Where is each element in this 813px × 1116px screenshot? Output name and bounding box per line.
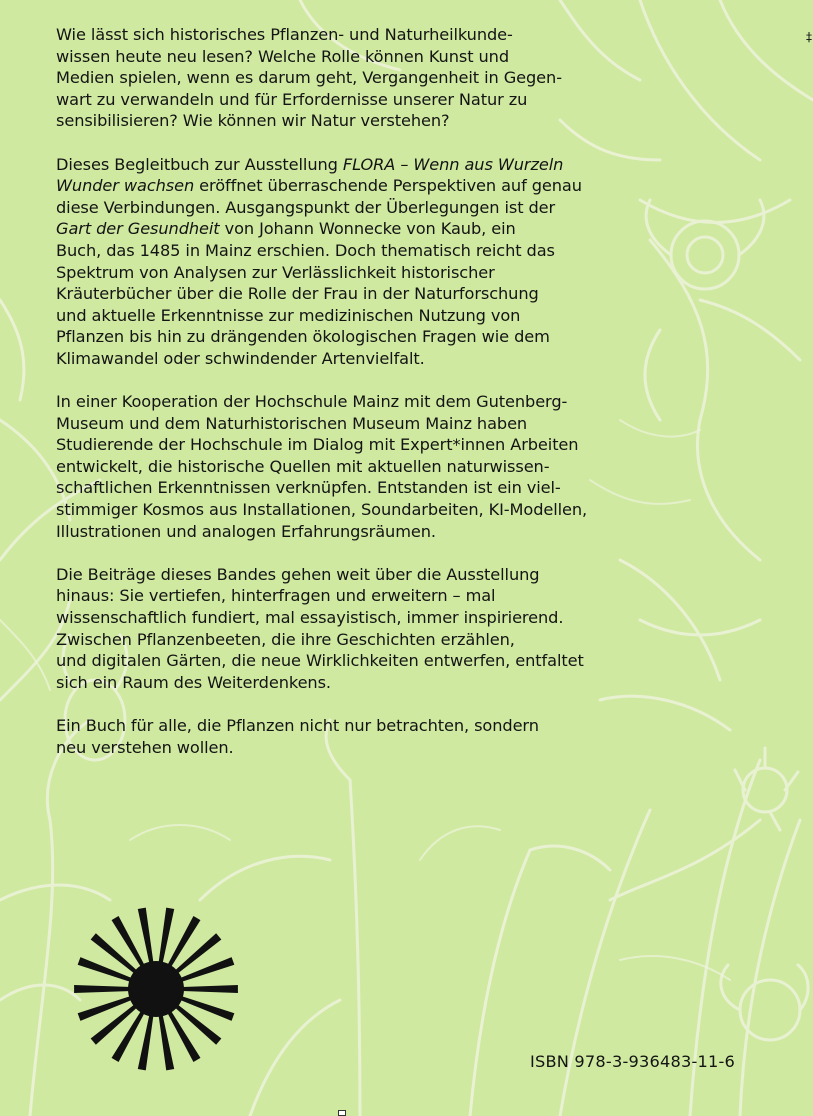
- text-line: Ein Buch für alle, die Pflanzen nicht nur betrachten, sondern: [56, 716, 539, 735]
- text-line: wissenschaftlich fundiert, mal essayistisch, immer inspirierend.: [56, 608, 564, 628]
- text-line: Illustrationen und analogen Erfahrungsräumen.: [56, 521, 436, 541]
- text-line: wissen heute neu lesen? Welche Rolle können Kunst und: [56, 46, 509, 66]
- paragraph-closing: [56, 715, 616, 758]
- text-line: Wie lässt sich historisches Pflanzen- und Naturheilkunde-: [56, 25, 513, 44]
- paragraph-contributions: [56, 564, 616, 694]
- text-line: neu verstehen wollen.: [56, 737, 234, 757]
- text-line: In einer Kooperation der Hochschule Mainz mit dem Gutenberg-: [56, 392, 568, 412]
- text-line: sensibilisieren? Wie können wir Natur verstehen?: [56, 111, 450, 131]
- blurb-text: [56, 24, 616, 780]
- text-line: Wunder wachsen eröffnet überraschende Perspektiven auf genau: [56, 176, 582, 196]
- text-line: Gart der Gesundheit von Johann Wonnecke von Kaub, ein: [56, 219, 516, 239]
- text-line: Medien spielen, wenn es darum geht, Vergangenheit in Gegen-: [56, 68, 562, 88]
- paragraph-intro: [56, 24, 616, 132]
- isbn-number: ISBN 978-3-936483-11-6: [530, 1052, 736, 1071]
- sunburst-logo-icon: [73, 906, 239, 1072]
- paragraph-cooperation: [56, 391, 616, 542]
- sunburst-ray: [174, 994, 234, 1021]
- paragraph-book-description: [56, 154, 616, 370]
- text-line: diese Verbindungen. Ausgangspunkt der Überlegungen ist der: [56, 197, 556, 217]
- text-line: wart zu verwandeln und für Erfordernisse unserer Natur zu: [56, 89, 528, 109]
- sunburst-ray: [74, 985, 136, 993]
- sunburst-ray: [174, 957, 234, 984]
- text-line: Pflanzen bis hin zu drängenden ökologischen Fragen wie dem: [56, 327, 550, 347]
- text-line: schaftlichen Erkenntnissen verknüpfen. Entstanden ist ein viel-: [56, 478, 561, 498]
- page-edge-mark: ‡: [806, 30, 812, 44]
- text-line: hinaus: Sie vertiefen, hinterfragen und erweitern – mal: [56, 586, 496, 606]
- sunburst-ray: [176, 985, 238, 993]
- text-line: Klimawandel oder schwindender Artenvielfalt.: [56, 348, 425, 368]
- text-line: Dieses Begleitbuch zur Ausstellung FLORA – Wenn aus Wurzeln: [56, 154, 564, 174]
- text-line: Kräuterbücher über die Rolle der Frau in der Naturforschung: [56, 284, 539, 304]
- text-line: Die Beiträge dieses Bandes gehen weit über die Ausstellung: [56, 564, 540, 584]
- text-line: Buch, das 1485 in Mainz erschien. Doch thematisch reicht das: [56, 240, 555, 260]
- sunburst-ray: [78, 994, 138, 1021]
- text-line: Studierende der Hochschule im Dialog mit Expert*innen Arbeiten: [56, 435, 579, 455]
- text-line: Museum und dem Naturhistorischen Museum Mainz haben: [56, 413, 528, 433]
- sunburst-ray: [78, 957, 138, 984]
- text-line: Zwischen Pflanzenbeeten, die ihre Geschichten erzählen,: [56, 629, 515, 649]
- page-edge-tick: [338, 1110, 346, 1116]
- text-line: sich ein Raum des Weiterdenkens.: [56, 672, 331, 692]
- text-line: Spektrum von Analysen zur Verlässlichkeit historischer: [56, 262, 495, 282]
- text-line: entwickelt, die historische Quellen mit aktuellen naturwissen-: [56, 456, 550, 476]
- text-line: und aktuelle Erkenntnisse zur medizinischen Nutzung von: [56, 305, 521, 325]
- text-line: und digitalen Gärten, die neue Wirklichkeiten entwerfen, entfaltet: [56, 651, 584, 671]
- text-line: stimmiger Kosmos aus Installationen, Soundarbeiten, KI-Modellen,: [56, 500, 588, 520]
